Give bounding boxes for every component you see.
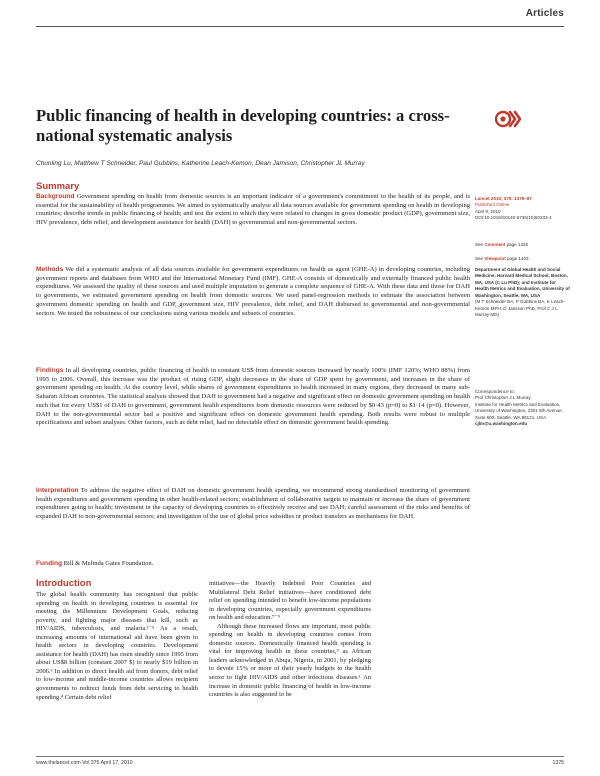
correspondence-email[interactable]: cjlm@u.washington.edu [475,421,528,427]
correspondence-address: Institute for Health Metrics and Evaluation, University of Washington, 2301 5th Avenue, Suite 600, Seattle, WA 98121, USA [475,401,563,420]
author-list: Chunling Lu, Matthew T Schneider, Paul Gubbins, Katherine Leach-Kemon, Dean Jamison, Christopher JL Murray [36,160,365,167]
section-label: Articles [525,8,564,19]
abstract-funding [36,560,470,569]
methods-text: We did a systematic analysis of all data sources available for government expenditures on health as agent (GHE-A) in developing countries, including government reports and databases from WHO and the International Monetary Fund (IMF). GHE-A consists of domestically and externally financed public health expenditures. We assessed the quality of these sources and used multiple imputation to generate a complete sequence of GHE-A. With these data and those for DAH to governments, we estimated government spending on health from domestic sources. We used panel-regression methods to estimate the association between government domestic spending on health and GDP, government size, HIV prevalence, debt relief, and DAH disbursed to governmental and non-governmental sectors. We tested the robustness of our conclusions using various models and subsets of countries. [36,266,470,317]
intro-paragraph-2: initiatives—the Heavily Indebted Poor Countries and Multilateral Debt Relief initiatives—have conditioned debt relief on spending intended to benefit low-income populations in developing countries, especially government expenditures on health and education.⁷⁻⁹ [209,580,371,622]
abstract-background [36,193,470,228]
abstract-interpretation [36,487,470,522]
page-number: 1375 [552,760,564,766]
abstract-findings [36,367,470,428]
comment-prefix: See [475,242,484,247]
doi[interactable]: DOI:10.1016/S0140-6736(10)60233-4 [475,215,552,221]
correspondence-name: Prof Christopher J L Murray, [475,395,532,401]
funding-text: Bill & Melinda Gates Foundation. [63,560,154,567]
methods-keyword: Methods [36,266,64,273]
body-column-2 [209,580,371,700]
correspondence [475,389,570,428]
viewpoint-page: page 1403 [507,256,529,261]
background-text: Government spending on health from domestic sources is an important indicator of a government's commitment to the health of its people, and is essential for the sustainability of health programmes. We aimed to systematically analyse all data sources available for government spending on health in developing countries; describe trends in public financing of health; and test the extent to which they were related to changes in gross domestic product (GDP), government size, HIV prevalence, debt relief, and development assistance for health (DAH) to governmental and non-governmental sectors. [36,193,470,227]
published-online-label: Published Online [475,202,510,208]
crossmark-logo-icon[interactable] [495,108,521,130]
viewpoint-prefix: See [475,256,484,261]
interpretation-keyword: Interpretation [36,487,79,494]
affiliation-primary: Department of Global Health and Social Medicine, Harvard Medical School, Boston, MA, USA (C Lu PhD); and Institute for Health Metrics and Evaluation, University of Washington, Seattle, WA, USA [475,267,570,298]
publication-info [475,196,570,222]
viewpoint-link-line [475,256,570,262]
findings-keyword: Findings [36,367,64,374]
intro-paragraph-1: The global health community has recognised that public spending on health in developing countries is essential for meeting the Millennium Development Goals, reducing poverty, and fighting major diseases that kill, such as HIV/AIDS, tuberculosis, and malaria.¹⁻⁵ As a result, increasing amounts of international aid have been given to health sectors in developing countries. Development assistance for health (DAH) has risen steadily since 1995 from about US$8 billion (constant 2007 $) to nearly $19 billion in 2006.⁶ In addition to direct health aid from donors, debt relief to low-income and middle-income countries allows recipient governments to redirect funds from debt servicing to health spending.⁴ Certain debt relief [36,591,198,701]
footer-journal-info[interactable]: www.thelancet.com Vol 375 April 17, 2010 [36,760,133,766]
intro-paragraph-3: Although these increased flows are important, most public spending on health in developing countries comes from domestic sources. Domestically financed health spending is vital for improving health in these countries,⁹ as African leaders acknowledged in Abuja, Nigeria, in 2001, by pledging to devote 15% or more of their yearly budgets to the health sector to fight HIV/AIDS and other infectious diseases.¹ An increase in domestic public financing of health in low-income countries is also suggested to be [209,622,371,699]
citation: Lancet 2010; 375: 1375–87 [475,196,532,201]
correspondence-label: Correspondence to: [475,389,515,394]
publication-date: April 9, 2010 [475,208,501,214]
affiliation-authors: (M T Schneider BA, P Gubbins BA, K Leach-Kemon MPH, D Jamison PhD, Prof C J L Murray MD) [475,299,565,318]
findings-text: In all developing countries, public financing of health in constant US$ from domestic sources increased by nearly 100% (IMF 120%; WHO 88%) from 1995 to 2006. Overall, this increase was the product of rising GDP, slight decreases in the share of GDP spent by government, and increases in the share of government spending on health. At the country level, while shares of government expenditures to health increased in many regions, they decreased in many sub-Saharan African countries. The statistical analysis showed that DAH to government had a negative and significant effect on domestic government spending on health such that for every US$1 of DAH to government, government health expenditures from domestic resources were reduced by $0·43 (p=0) to $1·14 (p=0). However, DAH to the non-governmental sector had a positive and significant effect on domestic government health spending. Both results were robust to multiple specifications and subset analyses. Other factors, such as debt relief, had no detectable effect on domestic government health spending. [36,367,470,427]
summary-heading: Summary [36,181,80,192]
affiliations [475,267,570,319]
background-keyword: Background [36,193,75,200]
comment-page: page 1326 [506,242,529,247]
article-title: Public financing of health in developing countries: a cross-national systematic analysis [36,106,450,145]
footer-rule [36,756,564,757]
introduction-heading: Introduction [36,578,92,589]
viewpoint-link[interactable]: Viewpoint [484,256,506,261]
abstract-methods [36,266,470,318]
comment-link-line [475,242,570,248]
interpretation-text: To address the negative effect of DAH on domestic government health spending, we recommend strong standardised monitoring of government health expenditures and government spending in other health-related sectors; establishment of collaborative targets to maintain or increase the share of government expenditures going to health; investment in the capacity of developing countries to effectively receive and use DAH; careful assessment of the risks and benefits of expanded DAH to non-governmental sectors; and investigation of the use of global price subsidies or product transfers as mechanisms for DAH. [36,487,470,521]
comment-link[interactable]: Comment [484,242,506,247]
header-rule [36,26,564,27]
body-column-1 [36,591,198,702]
funding-keyword: Funding [36,560,62,567]
